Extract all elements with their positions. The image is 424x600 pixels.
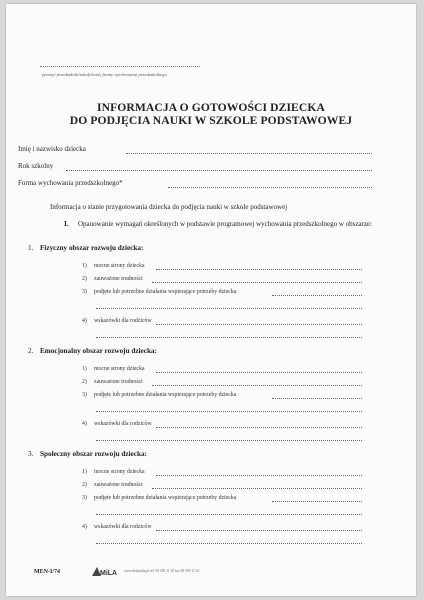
answer-line[interactable] bbox=[152, 282, 362, 283]
publisher-logo bbox=[92, 565, 120, 577]
item-number: 2) bbox=[82, 482, 87, 488]
field-label-preschool-form: Forma wychowania przedszkolnego* bbox=[18, 179, 123, 187]
item-number: 4) bbox=[82, 318, 87, 324]
answer-line[interactable] bbox=[96, 411, 362, 412]
answer-line[interactable] bbox=[156, 372, 362, 373]
item-label-difficulties: zauważone trudności bbox=[94, 379, 143, 385]
item-number: 3) bbox=[82, 495, 87, 501]
item-number: 4) bbox=[82, 421, 87, 427]
answer-line[interactable] bbox=[96, 440, 362, 441]
answer-line[interactable] bbox=[156, 324, 362, 325]
answer-line[interactable] bbox=[272, 398, 362, 399]
item-number: 3) bbox=[82, 289, 87, 295]
item-label-strengths: mocne strony dziecka bbox=[94, 469, 145, 475]
item-number: 2) bbox=[82, 276, 87, 282]
publisher-logo-text: MiLA bbox=[100, 570, 118, 577]
area-number: 3. bbox=[28, 450, 34, 458]
area-title-emotional: Emocjonalny obszar rozwoju dziecka: bbox=[40, 347, 157, 355]
item-number: 3) bbox=[82, 392, 87, 398]
intro-text: Informacja o stanie przygotowania dziecka do podjęcia nauki w szkole podstawowej bbox=[50, 203, 288, 211]
form-sheet bbox=[6, 4, 416, 596]
field-input-preschool-form[interactable] bbox=[168, 187, 372, 188]
field-label-name: Imię i nazwisko dziecka bbox=[18, 145, 86, 153]
answer-line[interactable] bbox=[156, 427, 362, 428]
item-label-support-actions: podjęte lub potrzebne działania wspierające potrzeby dziecka bbox=[94, 289, 237, 295]
area-title-social: Społeczny obszar rozwoju dziecka: bbox=[40, 450, 147, 458]
publisher-info: www.drukmila.pl tel. 58 559 11 30 fax 58 559 11 35 bbox=[124, 569, 200, 573]
field-input-school-year[interactable] bbox=[66, 170, 372, 171]
item-label-difficulties: zauważone trudności bbox=[94, 276, 143, 282]
item-label-strengths: mocne strony dziecka bbox=[94, 263, 145, 269]
answer-line[interactable] bbox=[156, 530, 362, 531]
document-title-line2: DO PODJĘCIA NAUKI W SZKOLE PODSTAWOWEJ bbox=[69, 114, 353, 127]
answer-line[interactable] bbox=[152, 488, 362, 489]
area-number: 2. bbox=[28, 347, 34, 355]
item-number: 1) bbox=[82, 469, 87, 475]
item-label-strengths: mocne strony dziecka bbox=[94, 366, 145, 372]
answer-line[interactable] bbox=[96, 337, 362, 338]
item-number: 2) bbox=[82, 379, 87, 385]
answer-line[interactable] bbox=[272, 295, 362, 296]
item-label-support-actions: podjęte lub potrzebne działania wspierające potrzeby dziecka bbox=[94, 392, 237, 398]
form-code: MEN-I/74 bbox=[34, 569, 60, 575]
answer-line[interactable] bbox=[272, 501, 362, 502]
field-label-school-year: Rok szkolny bbox=[18, 162, 54, 170]
item-label-support-actions: podjęte lub potrzebne działania wspierające potrzeby dziecka bbox=[94, 495, 237, 501]
answer-line[interactable] bbox=[96, 543, 362, 544]
answer-line[interactable] bbox=[156, 475, 362, 476]
stamp-line bbox=[40, 66, 200, 67]
item-number: 4) bbox=[82, 524, 87, 530]
area-title-physical: Fizyczny obszar rozwoju dziecka: bbox=[40, 244, 144, 252]
section-heading: Opanowanie wymagań określonych w podstawie programowej wychowania przedszkolnego w obszarze: bbox=[78, 220, 373, 228]
section-number: I. bbox=[64, 219, 69, 228]
item-label-difficulties: zauważone trudności bbox=[94, 482, 143, 488]
item-label-parent-tips: wskazówki dla rodziców bbox=[94, 318, 152, 324]
item-label-parent-tips: wskazówki dla rodziców bbox=[94, 524, 152, 530]
stamp-caption: pieczęć przedszkola/szkoły/innej formy wychowania przedszkolnego bbox=[42, 72, 167, 77]
item-label-parent-tips: wskazówki dla rodziców bbox=[94, 421, 152, 427]
area-number: 1. bbox=[28, 244, 34, 252]
document-title-line1: INFORMACJA O GOTOWOŚCI DZIECKA bbox=[97, 101, 325, 114]
item-number: 1) bbox=[82, 263, 87, 269]
answer-line[interactable] bbox=[96, 514, 362, 515]
answer-line[interactable] bbox=[152, 385, 362, 386]
answer-line[interactable] bbox=[156, 269, 362, 270]
answer-line[interactable] bbox=[96, 308, 362, 309]
field-input-name[interactable] bbox=[126, 153, 372, 154]
item-number: 1) bbox=[82, 366, 87, 372]
